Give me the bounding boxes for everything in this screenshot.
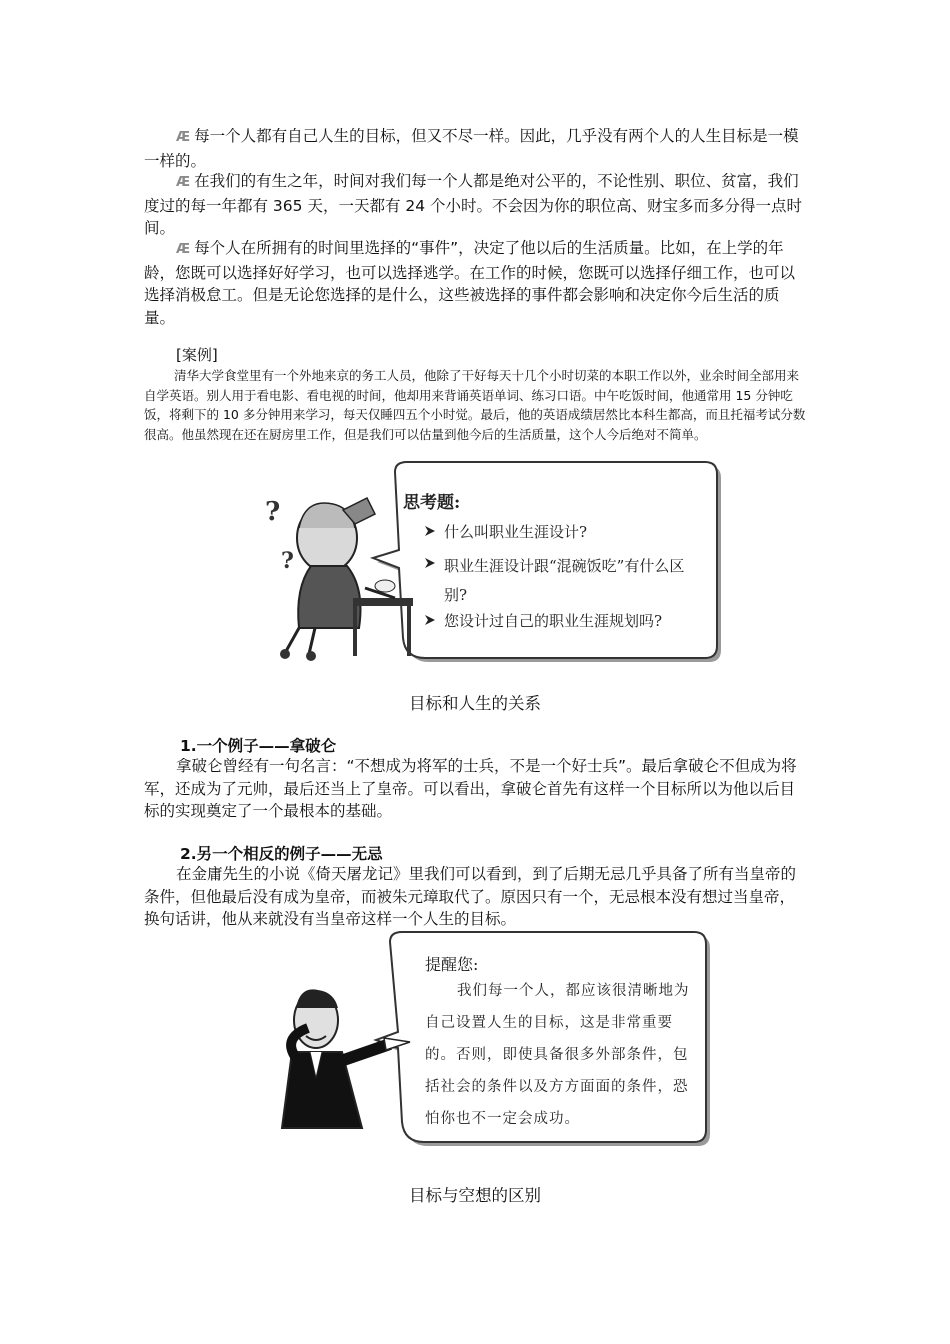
think-item-1: 什么叫职业生涯设计? bbox=[444, 523, 588, 541]
think-title: 思考题: bbox=[403, 493, 461, 513]
example2-text: 在金庸先生的小说《倚天屠龙记》里我们可以看到，到了后期无忌几乎具备了所有当皇帝的条件，但他最后没有成为皇帝，而被朱元璋取代了。原因只有一个，无忌根本没有想过当皇帝，换句话讲，他从来就没有当皇帝这样一个人生的目标。 bbox=[144, 865, 797, 928]
tip-text: 我们每一个人，都应该很清晰地为自己设置人生的目标，这是非常重要的。否则，即使具备很多外部条件，包括社会的条件以及方方面面的条件，恐怕你也不一定会成功。 bbox=[425, 983, 690, 1127]
bullet-icon: Æ bbox=[176, 130, 191, 145]
intro-paragraph-2 bbox=[144, 170, 809, 240]
intro-paragraph-1 bbox=[144, 125, 809, 172]
case-text: 清华大学食堂里有一个外地来京的务工人员，他除了干好每天十几个小时切菜的本职工作以外，业余时间全部用来自学英语。别人用于看电影、看电视的时间，他却用来背诵英语单词、练习口语。中午吃饭时间，他通常用 15 分钟吃饭，将剩下的 10 多分钟用来学习，每天仅睡四五个小时觉。最后，他的英语成绩居然比本科生都高，而且托福考试分数很高。他虽然现在还在厨房里工作，但是我们可以估量到他今后的生活质量，这个人今后绝对不简单。 bbox=[144, 368, 806, 442]
intro-text-2: 在我们的有生之年，时间对我们每一个人都是绝对公平的，不论性别、职位、贫富，我们度过的每一年都有 365 天，一天都有 24 个小时。不会因为你的职位高、财宝多而多分得一点时间。 bbox=[144, 172, 803, 237]
example1-heading: 1.一个例子——拿破仑 bbox=[180, 737, 337, 755]
section-title-goals-life: 目标和人生的关系 bbox=[409, 694, 541, 713]
example2-heading: 2.另一个相反的例子——无忌 bbox=[180, 845, 383, 863]
thinking-man-icon bbox=[265, 497, 413, 661]
tip-title: 提醒您: bbox=[425, 955, 479, 974]
section-title-goals-fantasy: 目标与空想的区别 bbox=[409, 1186, 541, 1205]
example1-text: 拿破仑曾经有一句名言：“不想成为将军的士兵，不是一个好士兵”。最后拿破仑不但成为将军，还成为了元帅，最后还当上了皇帝。可以看出，拿破仑首先有这样一个目标所以为他以后目标的实现奠定了一个最根本的基础。 bbox=[144, 757, 797, 820]
pointing-man-icon bbox=[282, 989, 410, 1128]
intro-paragraph-3 bbox=[144, 237, 809, 329]
think-item-2: 职业生涯设计跟“混碗饭吃”有什么区别? bbox=[444, 557, 685, 604]
think-item-3: 您设计过自己的职业生涯规划吗? bbox=[444, 612, 663, 630]
svg-text:?: ? bbox=[281, 548, 294, 574]
bullet-icon: Æ bbox=[176, 175, 191, 190]
case-label: [案例] bbox=[176, 346, 218, 364]
bullet-icon: Æ bbox=[176, 242, 191, 257]
svg-text:?: ? bbox=[265, 497, 281, 527]
intro-text-1: 每一个人都有自己人生的目标，但又不尽一样。因此，几乎没有两个人的人生目标是一模一样的。 bbox=[144, 127, 799, 170]
intro-text-3: 每个人在所拥有的时间里选择的“事件”，决定了他以后的生活质量。比如，在上学的年龄，您既可以选择好好学习，也可以选择逃学。在工作的时候，您既可以选择仔细工作，也可以选择消极怠工。但是无论您选择的是什么，这些被选择的事件都会影响和决定你今后生活的质量。 bbox=[144, 239, 796, 327]
